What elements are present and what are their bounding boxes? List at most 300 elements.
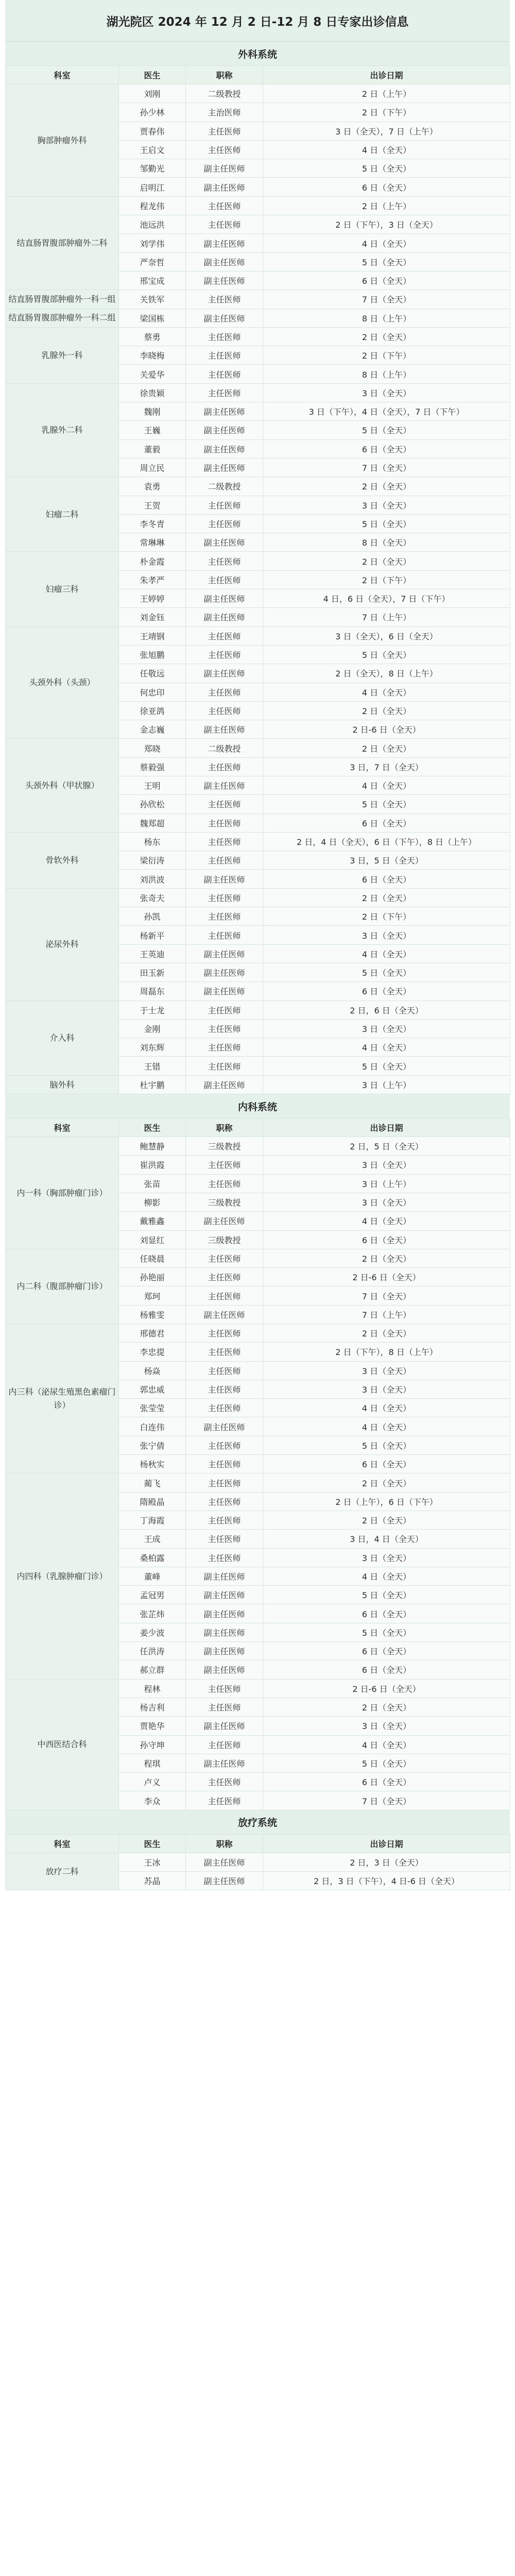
doctor-title: 主任医师	[186, 1548, 263, 1567]
table-row	[6, 552, 510, 570]
clinic-dates: 2 日（下午）	[263, 907, 510, 926]
doctor-title: 主任医师	[186, 1530, 263, 1548]
doctor-name: 蔡勇	[119, 327, 186, 346]
clinic-dates: 2 日（全天）	[263, 1511, 510, 1529]
doctor-name: 姜少波	[119, 1623, 186, 1641]
doctor-name: 李众	[119, 1791, 186, 1810]
doctor-title: 副主任医师	[186, 1075, 263, 1094]
clinic-dates: 6 日（全天）	[263, 1455, 510, 1473]
table-row	[6, 196, 510, 215]
table-row	[6, 888, 510, 907]
doctor-name: 白连伟	[119, 1417, 186, 1436]
department-cell: 头颈外科（头颈）	[6, 626, 119, 739]
clinic-dates: 2 日（下午），3 日（全天）	[263, 215, 510, 234]
doctor-title: 主任医师	[186, 888, 263, 907]
doctor-name: 贾艳华	[119, 1717, 186, 1735]
doctor-title: 副主任医师	[186, 1754, 263, 1772]
doctor-name: 李冬青	[119, 514, 186, 533]
doctor-title: 主任医师	[186, 1001, 263, 1019]
table-row	[6, 383, 510, 402]
doctor-title: 主任医师	[186, 1492, 263, 1511]
table-row	[6, 739, 510, 757]
doctor-title: 主任医师	[186, 757, 263, 776]
doctor-title: 副主任医师	[186, 1586, 263, 1604]
doctor-name: 邢宝成	[119, 271, 186, 290]
schedule-table	[5, 1834, 510, 1891]
doctor-name: 杨秋实	[119, 1455, 186, 1473]
clinic-dates: 4 日（全天）	[263, 776, 510, 794]
doctor-name: 杨雅雯	[119, 1305, 186, 1324]
doctor-title: 副主任医师	[186, 533, 263, 552]
doctor-title: 主任医师	[186, 140, 263, 159]
clinic-dates: 2 日（全天）	[263, 552, 510, 570]
doctor-name: 常琳琳	[119, 533, 186, 552]
doctor-name: 王婷婷	[119, 589, 186, 608]
clinic-dates: 3 日（全天），6 日（全天）	[263, 626, 510, 645]
doctor-title: 副主任医师	[186, 944, 263, 963]
doctor-name: 鲍慧静	[119, 1137, 186, 1156]
clinic-dates: 5 日（全天）	[263, 1623, 510, 1641]
doctor-name: 戴雅鑫	[119, 1212, 186, 1230]
clinic-dates: 2 日（全天）	[263, 477, 510, 496]
clinic-dates: 8 日（上午）	[263, 309, 510, 327]
clinic-dates: 2 日，3 日（全天）	[263, 1853, 510, 1871]
doctor-name: 孙守坤	[119, 1735, 186, 1754]
department-cell: 妇瘤二科	[6, 477, 119, 552]
table-row	[6, 1001, 510, 1019]
doctor-name: 苏晶	[119, 1872, 186, 1890]
clinic-dates: 3 日（下午），4 日（全天），7 日（下午）	[263, 402, 510, 421]
clinic-dates: 5 日（全天）	[263, 645, 510, 664]
clinic-dates: 2 日（全天）	[263, 1324, 510, 1343]
table-row	[6, 1075, 510, 1094]
clinic-dates: 3 日（全天）	[263, 1019, 510, 1038]
doctor-name: 王明	[119, 776, 186, 794]
doctor-name: 任晓晨	[119, 1249, 186, 1267]
table-row	[6, 477, 510, 496]
doctor-name: 丁海霞	[119, 1511, 186, 1529]
doctor-title: 主任医师	[186, 1735, 263, 1754]
doctor-name: 刘洪波	[119, 870, 186, 888]
doctor-title: 主任医师	[186, 215, 263, 234]
doctor-name: 王靖钢	[119, 626, 186, 645]
doctor-title: 主任医师	[186, 196, 263, 215]
doctor-title: 主任医师	[186, 1698, 263, 1716]
department-cell: 中西医结合科	[6, 1679, 119, 1810]
department-cell: 结直肠胃腹部肿瘤外一科二组	[6, 309, 119, 327]
doctor-title: 副主任医师	[186, 458, 263, 477]
doctor-title: 主任医师	[186, 926, 263, 944]
doctor-title: 副主任医师	[186, 178, 263, 196]
clinic-dates: 3 日，5 日（全天）	[263, 851, 510, 870]
doctor-title: 主任医师	[186, 496, 263, 514]
department-cell: 脑外科	[6, 1075, 119, 1094]
clinic-dates: 8 日（全天）	[263, 533, 510, 552]
doctor-name: 张苗	[119, 1174, 186, 1193]
doctor-name: 孙凯	[119, 907, 186, 926]
doctor-name: 郝立群	[119, 1660, 186, 1679]
table-row	[6, 1137, 510, 1156]
doctor-name: 崔洪霞	[119, 1156, 186, 1174]
doctor-name: 刘东辉	[119, 1038, 186, 1057]
doctor-name: 卢义	[119, 1773, 186, 1791]
clinic-dates: 4 日（全天）	[263, 1735, 510, 1754]
doctor-name: 张旭鹏	[119, 645, 186, 664]
doctor-name: 池远洪	[119, 215, 186, 234]
header-row	[6, 66, 510, 84]
doctor-name: 何忠印	[119, 683, 186, 701]
clinic-dates: 2 日（下午）	[263, 103, 510, 122]
clinic-dates: 5 日（全天）	[263, 1057, 510, 1075]
table-row	[6, 1324, 510, 1343]
clinic-dates: 3 日（上午）	[263, 1174, 510, 1193]
clinic-dates: 3 日（全天）	[263, 383, 510, 402]
table-row	[6, 290, 510, 309]
department-cell: 内四科（乳腺肿瘤门诊）	[6, 1473, 119, 1679]
schedule-body	[5, 42, 510, 1890]
doctor-name: 王巍	[119, 421, 186, 439]
doctor-name: 袁勇	[119, 477, 186, 496]
doctor-name: 贾春伟	[119, 122, 186, 140]
clinic-dates: 3 日（全天）	[263, 1380, 510, 1398]
table-row	[6, 832, 510, 851]
doctor-title: 主任医师	[186, 570, 263, 589]
clinic-dates: 3 日（全天）	[263, 1193, 510, 1211]
doctor-title: 主任医师	[186, 1249, 263, 1267]
clinic-dates: 4 日（全天）	[263, 944, 510, 963]
clinic-dates: 2 日-6 日（全天）	[263, 1679, 510, 1698]
table-row	[6, 626, 510, 645]
doctor-name: 杨新平	[119, 926, 186, 944]
clinic-dates: 6 日（全天）	[263, 814, 510, 832]
doctor-name: 桑柏露	[119, 1548, 186, 1567]
clinic-dates: 2 日-6 日（全天）	[263, 720, 510, 739]
doctor-title: 主任医师	[186, 645, 263, 664]
doctor-name: 程龙伟	[119, 196, 186, 215]
doctor-title: 副主任医师	[186, 309, 263, 327]
doctor-name: 蔺飞	[119, 1473, 186, 1492]
clinic-dates: 2 日（全天）	[263, 739, 510, 757]
clinic-dates: 2 日（全天）	[263, 1473, 510, 1492]
doctor-name: 启明江	[119, 178, 186, 196]
clinic-dates: 6 日（全天）	[263, 1604, 510, 1623]
clinic-dates: 5 日（全天）	[263, 1436, 510, 1454]
clinic-dates: 2 日（全天）	[263, 327, 510, 346]
doctor-name: 朴金霞	[119, 552, 186, 570]
doctor-name: 关爱华	[119, 365, 186, 383]
doctor-name: 刘金钰	[119, 608, 186, 626]
doctor-title: 副主任医师	[186, 870, 263, 888]
clinic-dates: 2 日，5 日（全天）	[263, 1137, 510, 1156]
clinic-dates: 2 日（上午）	[263, 84, 510, 103]
clinic-dates: 2 日（上午），6 日（下午）	[263, 1492, 510, 1511]
department-cell: 内三科（泌尿生殖黑色素瘤门诊）	[6, 1324, 119, 1473]
doctor-name: 关铁军	[119, 290, 186, 309]
clinic-dates: 3 日（全天）	[263, 1717, 510, 1735]
clinic-dates: 2 日（下午），8 日（上午）	[263, 1343, 510, 1361]
clinic-dates: 4 日（全天）	[263, 1567, 510, 1585]
doctor-title: 主任医师	[186, 1380, 263, 1398]
header-rank: 职称	[186, 1834, 263, 1853]
doctor-title: 主任医师	[186, 1019, 263, 1038]
table-row	[6, 1473, 510, 1492]
doctor-name: 田玉新	[119, 963, 186, 981]
doctor-title: 主任医师	[186, 832, 263, 851]
doctor-title: 主治医师	[186, 103, 263, 122]
clinic-dates: 3 日（全天），7 日（上午）	[263, 122, 510, 140]
department-cell: 妇瘤三科	[6, 552, 119, 626]
clinic-dates: 5 日（全天）	[263, 159, 510, 178]
doctor-title: 副主任医师	[186, 1642, 263, 1660]
doctor-name: 杨焱	[119, 1361, 186, 1380]
doctor-title: 副主任医师	[186, 439, 263, 458]
doctor-title: 副主任医师	[186, 1417, 263, 1436]
clinic-dates: 4 日（全天）	[263, 683, 510, 701]
clinic-dates: 2 日（全天）	[263, 701, 510, 720]
section-title: 外科系统	[5, 42, 510, 65]
clinic-dates: 5 日（全天）	[263, 963, 510, 981]
doctor-title: 副主任医师	[186, 234, 263, 252]
clinic-dates: 3 日，7 日（全天）	[263, 757, 510, 776]
doctor-name: 徐贵颖	[119, 383, 186, 402]
header-schedule: 出诊日期	[263, 66, 510, 84]
header-rank: 职称	[186, 1118, 263, 1137]
doctor-name: 王贺	[119, 496, 186, 514]
table-row	[6, 1853, 510, 1871]
clinic-dates: 7 日（上午）	[263, 608, 510, 626]
header-schedule: 出诊日期	[263, 1834, 510, 1853]
header-row	[6, 1118, 510, 1137]
doctor-title: 副主任医师	[186, 664, 263, 683]
department-cell: 内一科（胸部肿瘤门诊）	[6, 1137, 119, 1249]
header-dept: 科室	[6, 66, 119, 84]
doctor-name: 杨东	[119, 832, 186, 851]
doctor-name: 柳影	[119, 1193, 186, 1211]
table-row	[6, 309, 510, 327]
clinic-dates: 2 日（下午）	[263, 570, 510, 589]
doctor-title: 副主任医师	[186, 1717, 263, 1735]
clinic-dates: 2 日-6 日（全天）	[263, 1268, 510, 1286]
clinic-dates: 8 日（上午）	[263, 365, 510, 383]
doctor-title: 主任医师	[186, 795, 263, 814]
clinic-dates: 6 日（全天）	[263, 439, 510, 458]
doctor-name: 朱孝严	[119, 570, 186, 589]
doctor-title: 副主任医师	[186, 421, 263, 439]
schedule-document	[5, 0, 510, 1890]
doctor-title: 三级教授	[186, 1193, 263, 1211]
doctor-title: 主任医师	[186, 346, 263, 365]
doctor-name: 郑珂	[119, 1286, 186, 1305]
doctor-name: 隋殿晶	[119, 1492, 186, 1511]
doctor-name: 梁衍涛	[119, 851, 186, 870]
doctor-title: 主任医师	[186, 1473, 263, 1492]
doctor-name: 金刚	[119, 1019, 186, 1038]
doctor-title: 主任医师	[186, 1156, 263, 1174]
clinic-dates: 4 日（全天）	[263, 1399, 510, 1417]
header-dept: 科室	[6, 1118, 119, 1137]
department-cell: 放疗二科	[6, 1853, 119, 1890]
doctor-name: 张奇夫	[119, 888, 186, 907]
department-cell: 结直肠胃腹部肿瘤外二科	[6, 196, 119, 290]
header-doctor: 医生	[119, 66, 186, 84]
clinic-dates: 5 日（全天）	[263, 1754, 510, 1772]
doctor-title: 主任医师	[186, 365, 263, 383]
department-cell: 内二科（腹部肿瘤门诊）	[6, 1249, 119, 1324]
doctor-title: 副主任医师	[186, 720, 263, 739]
doctor-name: 任洪涛	[119, 1642, 186, 1660]
clinic-dates: 4 日（全天）	[263, 1417, 510, 1436]
doctor-title: 副主任医师	[186, 1212, 263, 1230]
department-cell: 乳腺外二科	[6, 383, 119, 477]
doctor-title: 主任医师	[186, 1436, 263, 1454]
doctor-title: 主任医师	[186, 1268, 263, 1286]
doctor-title: 副主任医师	[186, 402, 263, 421]
doctor-title: 主任医师	[186, 1324, 263, 1343]
doctor-name: 郑晓	[119, 739, 186, 757]
clinic-dates: 6 日（全天）	[263, 1230, 510, 1249]
table-row	[6, 327, 510, 346]
doctor-name: 金志巍	[119, 720, 186, 739]
doctor-title: 主任医师	[186, 514, 263, 533]
doctor-title: 副主任医师	[186, 159, 263, 178]
doctor-name: 王英迪	[119, 944, 186, 963]
doctor-title: 主任医师	[186, 327, 263, 346]
doctor-title: 主任医师	[186, 290, 263, 309]
doctor-title: 副主任医师	[186, 589, 263, 608]
doctor-title: 主任医师	[186, 1038, 263, 1057]
clinic-dates: 3 日，4 日（全天）	[263, 1530, 510, 1548]
doctor-title: 副主任医师	[186, 776, 263, 794]
doctor-title: 副主任医师	[186, 982, 263, 1001]
header-dept: 科室	[6, 1834, 119, 1853]
clinic-dates: 3 日（全天）	[263, 926, 510, 944]
doctor-name: 杜宇鹏	[119, 1075, 186, 1094]
clinic-dates: 5 日（全天）	[263, 795, 510, 814]
clinic-dates: 6 日（全天）	[263, 982, 510, 1001]
schedule-table	[5, 1118, 510, 1810]
doctor-title: 主任医师	[186, 1511, 263, 1529]
clinic-dates: 4 日，6 日（全天），7 日（下午）	[263, 589, 510, 608]
header-schedule: 出诊日期	[263, 1118, 510, 1137]
doctor-name: 王错	[119, 1057, 186, 1075]
department-cell: 乳腺外一科	[6, 327, 119, 383]
doctor-name: 邹勤光	[119, 159, 186, 178]
clinic-dates: 3 日（上午）	[263, 1075, 510, 1094]
clinic-dates: 7 日（全天）	[263, 1286, 510, 1305]
doctor-title: 二级教授	[186, 739, 263, 757]
doctor-name: 梁国栋	[119, 309, 186, 327]
doctor-title: 主任医师	[186, 552, 263, 570]
header-doctor: 医生	[119, 1834, 186, 1853]
clinic-dates: 4 日（全天）	[263, 1212, 510, 1230]
doctor-title: 主任医师	[186, 122, 263, 140]
schedule-table	[5, 65, 510, 1094]
doctor-name: 孙艳丽	[119, 1268, 186, 1286]
clinic-dates: 6 日（全天）	[263, 178, 510, 196]
doctor-title: 主任医师	[186, 1773, 263, 1791]
clinic-dates: 5 日（全天）	[263, 421, 510, 439]
doctor-name: 张芷炜	[119, 1604, 186, 1623]
doctor-name: 周磊东	[119, 982, 186, 1001]
doctor-title: 主任医师	[186, 701, 263, 720]
clinic-dates: 2 日（上午）	[263, 196, 510, 215]
section-title: 内科系统	[5, 1094, 510, 1118]
clinic-dates: 2 日（全天）	[263, 1698, 510, 1716]
table-row	[6, 84, 510, 103]
department-cell: 头颈外科（甲状腺）	[6, 739, 119, 832]
department-cell: 结直肠胃腹部肿瘤外一科一组	[6, 290, 119, 309]
section-title: 放疗系统	[5, 1810, 510, 1834]
clinic-dates: 7 日（全天）	[263, 290, 510, 309]
clinic-dates: 4 日（全天）	[263, 1038, 510, 1057]
department-cell: 胸部肿瘤外科	[6, 84, 119, 197]
clinic-dates: 3 日（全天）	[263, 496, 510, 514]
doctor-name: 刘学伟	[119, 234, 186, 252]
doctor-name: 李忠提	[119, 1343, 186, 1361]
doctor-title: 二级教授	[186, 84, 263, 103]
doctor-name: 孙欣松	[119, 795, 186, 814]
clinic-dates: 6 日（全天）	[263, 1642, 510, 1660]
clinic-dates: 2 日（全天），8 日（上午）	[263, 664, 510, 683]
doctor-title: 三级教授	[186, 1137, 263, 1156]
doctor-title: 主任医师	[186, 683, 263, 701]
doctor-name: 刘刚	[119, 84, 186, 103]
doctor-name: 于士龙	[119, 1001, 186, 1019]
doctor-name: 徐亚鸽	[119, 701, 186, 720]
clinic-dates: 2 日（全天）	[263, 888, 510, 907]
doctor-name: 王成	[119, 1530, 186, 1548]
doctor-title: 主任医师	[186, 1057, 263, 1075]
doctor-name: 程琪	[119, 1754, 186, 1772]
doctor-name: 董峰	[119, 1567, 186, 1585]
doctor-title: 三级教授	[186, 1230, 263, 1249]
doctor-title: 主任医师	[186, 1679, 263, 1698]
department-cell: 介入科	[6, 1001, 119, 1075]
doctor-title: 二级教授	[186, 477, 263, 496]
clinic-dates: 7 日（全天）	[263, 1791, 510, 1810]
clinic-dates: 6 日（全天）	[263, 271, 510, 290]
page-title: 湖光院区 2024 年 12 月 2 日-12 月 8 日专家出诊信息	[5, 0, 510, 42]
doctor-name: 李晓梅	[119, 346, 186, 365]
clinic-dates: 3 日（全天）	[263, 1156, 510, 1174]
doctor-title: 主任医师	[186, 1399, 263, 1417]
doctor-title: 主任医师	[186, 1343, 263, 1361]
doctor-title: 主任医师	[186, 1361, 263, 1380]
doctor-title: 主任医师	[186, 814, 263, 832]
department-cell: 泌尿外科	[6, 888, 119, 1001]
doctor-name: 魏刚	[119, 402, 186, 421]
doctor-title: 副主任医师	[186, 252, 263, 271]
doctor-title: 主任医师	[186, 907, 263, 926]
doctor-name: 孟冠男	[119, 1586, 186, 1604]
clinic-dates: 3 日（全天）	[263, 1361, 510, 1380]
doctor-name: 任敬远	[119, 664, 186, 683]
doctor-title: 副主任医师	[186, 271, 263, 290]
doctor-title: 副主任医师	[186, 608, 263, 626]
doctor-title: 副主任医师	[186, 1623, 263, 1641]
doctor-title: 副主任医师	[186, 1660, 263, 1679]
doctor-name: 孙少林	[119, 103, 186, 122]
table-row	[6, 1679, 510, 1698]
doctor-title: 主任医师	[186, 383, 263, 402]
doctor-name: 董毅	[119, 439, 186, 458]
header-row	[6, 1834, 510, 1853]
clinic-dates: 2 日，6 日（全天）	[263, 1001, 510, 1019]
department-cell: 骨软外科	[6, 832, 119, 888]
clinic-dates: 4 日（全天）	[263, 140, 510, 159]
doctor-title: 副主任医师	[186, 1853, 263, 1871]
clinic-dates: 2 日（下午）	[263, 346, 510, 365]
